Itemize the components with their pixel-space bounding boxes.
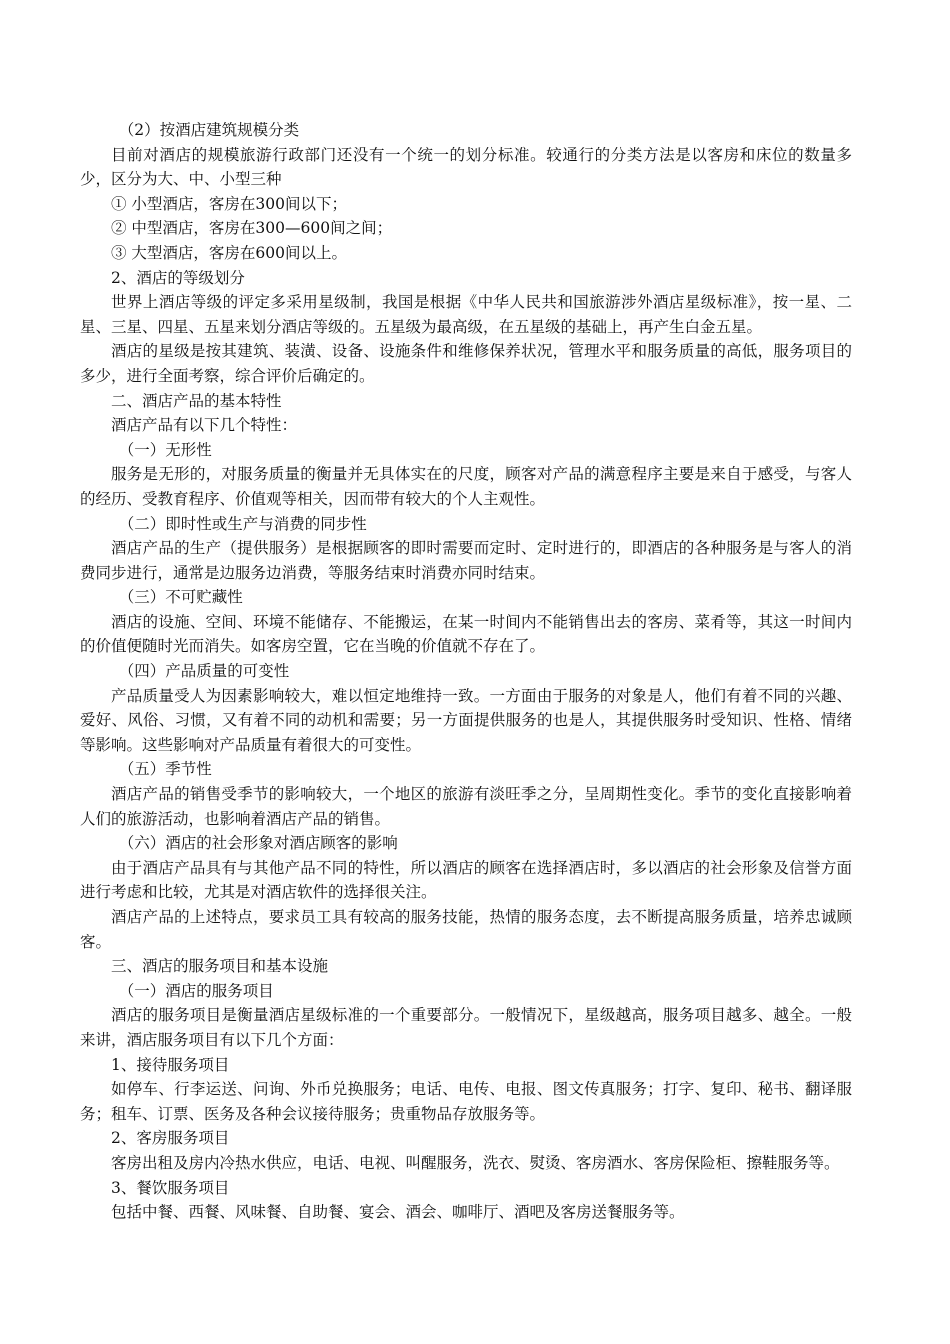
subheading-variability: （四）产品质量的可变性 <box>118 662 290 681</box>
paragraph-perishability: 酒店的设施、空间、环境不能储存、不能搬运，在某一时间内不能销售出去的客房、菜肴等，其这一时间内的价值便随时光而消失。如客房空置，它在当晚的价值就不存在了。 <box>80 612 852 656</box>
subheading-intangibility: （一）无形性 <box>118 440 212 459</box>
paragraph-scale-standard: 目前对酒店的规模旅游行政部门还没有一个统一的划分标准。较通行的分类方法是以客房和床位的数量多少，区分为大、中、小型三种 <box>80 145 852 189</box>
paragraph-room-services: 客房出租及房内冷热水供应，电话、电视、叫醒服务，洗衣、熨烫、客房酒水、客房保险柜、擦鞋服务等。 <box>111 1153 840 1172</box>
section-heading-building-scale: （2）按酒店建筑规模分类 <box>118 121 300 139</box>
paragraph-service-items-intro: 酒店的服务项目是衡量酒店星级标准的一个重要部分。一般情况下，星级越高，服务项目越多、越全。一般来讲，酒店服务项目有以下几个方面： <box>80 1006 852 1049</box>
paragraph-simultaneity: 酒店产品的生产（提供服务）是根据顾客的即时需要而定时、定时进行的，即酒店的各种服务是与客人的消费同步进行，通常是边服务边消费，等服务结束时消费亦同时结束。 <box>80 539 852 582</box>
subheading-social-image: （六）酒店的社会形象对酒店顾客的影响 <box>118 834 398 853</box>
heading-reception-services: 1、接待服务项目 <box>111 1055 230 1074</box>
subheading-perishability: （三）不可贮藏性 <box>118 588 243 607</box>
paragraph-seasonality: 酒店产品的销售受季节的影响较大，一个地区的旅游有淡旺季之分，呈周期性变化。季节的变化直接影响着人们的旅游活动，也影响着酒店产品的销售。 <box>80 785 852 828</box>
paragraph-features-summary: 酒店产品的上述特点，要求员工具有较高的服务技能，热情的服务态度，去不断提高服务质量，培养忠诚顾客。 <box>80 908 852 951</box>
list-item-medium-hotel: ② 中型酒店，客房在300—600间之间； <box>111 219 393 238</box>
chapter-heading-services-facilities: 三、酒店的服务项目和基本设施 <box>111 957 329 976</box>
list-item-small-hotel: ① 小型酒店，客房在300间以下； <box>111 194 348 213</box>
section-heading-grade: 2、酒店的等级划分 <box>111 268 245 287</box>
paragraph-features-intro: 酒店产品有以下几个特性： <box>111 416 298 435</box>
paragraph-variability: 产品质量受人为因素影响较大，难以恒定地维持一致。一方面由于服务的对象是人，他们有着不同的兴趣、爱好、风俗、习惯，又有着不同的动机和需要；另一方面提供服务的也是人，其提供服务时受知识、性格、情绪等影响。这些影响对产品质量有着很大的可变性。 <box>80 686 852 754</box>
paragraph-reception-services: 如停车、行李运送、问询、外币兑换服务；电话、电传、电报、图文传真服务；打字、复印、秘书、翻译服务；租车、订票、医务及各种会议接待服务；贵重物品存放服务等。 <box>80 1080 852 1123</box>
subheading-simultaneity: （二）即时性或生产与消费的同步性 <box>118 514 367 533</box>
heading-room-services: 2、客房服务项目 <box>111 1129 230 1148</box>
paragraph-star-system: 世界上酒店等级的评定多采用星级制，我国是根据《中华人民共和国旅游涉外酒店星级标准》，按一星、二星、三星、四星、五星来划分酒店等级的。五星级为最高级，在五星级的基础上，再产生白金五星。 <box>80 293 852 336</box>
paragraph-star-criteria: 酒店的星级是按其建筑、装潢、设备、设施条件和维修保养状况，管理水平和服务质量的高低，服务项目的多少，进行全面考察，综合评价后确定的。 <box>80 342 852 385</box>
heading-dining-services: 3、餐饮服务项目 <box>111 1178 230 1197</box>
paragraph-intangibility: 服务是无形的，对服务质量的衡量并无具体实在的尺度，顾客对产品的满意程序主要是来自于感受，与客人的经历、受教育程序、价值观等相关，因而带有较大的个人主观性。 <box>80 465 852 508</box>
subheading-service-items: （一）酒店的服务项目 <box>118 981 274 1000</box>
subheading-seasonality: （五）季节性 <box>118 760 212 779</box>
document-body <box>80 118 852 1225</box>
chapter-heading-product-features: 二、酒店产品的基本特性 <box>111 391 282 410</box>
list-item-large-hotel: ③ 大型酒店，客房在600间以上。 <box>111 243 348 262</box>
paragraph-dining-services: 包括中餐、西餐、风味餐、自助餐、宴会、酒会、咖啡厅、酒吧及客房送餐服务等。 <box>111 1203 685 1222</box>
paragraph-social-image: 由于酒店产品具有与其他产品不同的特性，所以酒店的顾客在选择酒店时，多以酒店的社会形象及信誉方面进行考虑和比较，尤其是对酒店软件的选择很关注。 <box>80 858 852 902</box>
